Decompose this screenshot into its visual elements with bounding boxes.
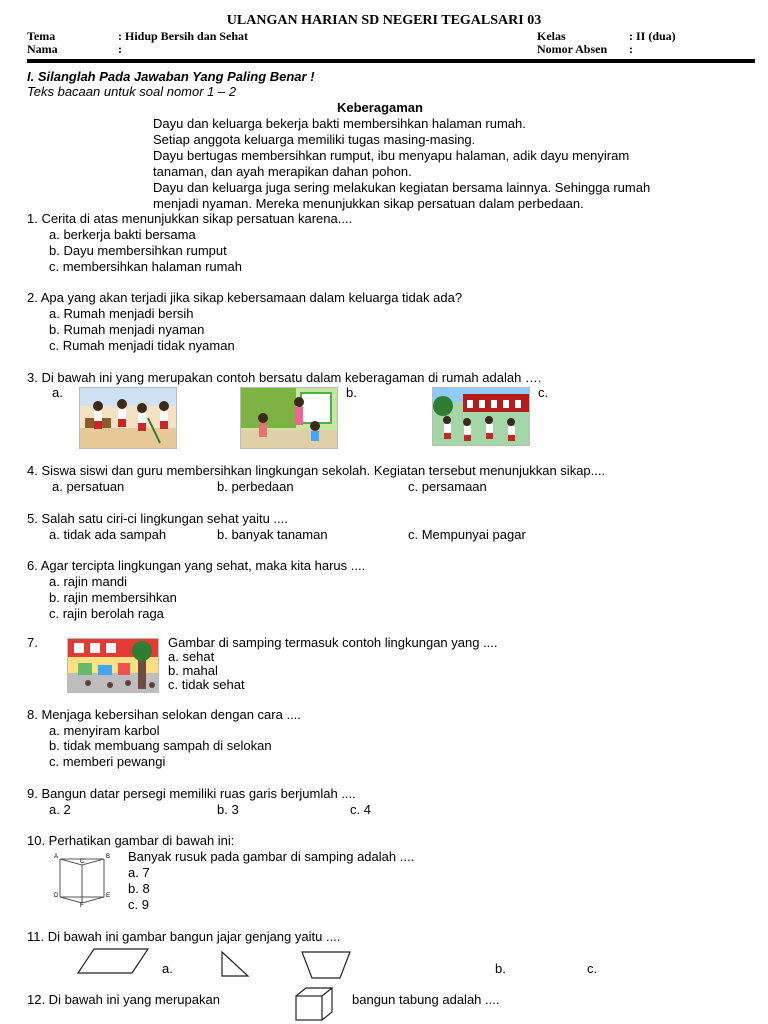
messy-classroom-picture (67, 638, 159, 693)
vertex-label: D (54, 893, 59, 899)
reading-title: Keberagaman (337, 100, 423, 115)
q2-option-b[interactable]: b. Rumah menjadi nyaman (49, 322, 205, 337)
nama-value: : (118, 42, 122, 56)
q3-option-b[interactable]: b. (346, 385, 357, 400)
question-8: 8. Menjaga kebersihan selokan dengan cara .... (27, 707, 301, 722)
kelas-label: Kelas (537, 29, 566, 43)
q1-option-b[interactable]: b. Dayu membersihkan rumput (49, 243, 227, 258)
question-9: 9. Bangun datar persegi memiliki ruas garis berjumlah .... (27, 786, 356, 801)
header-rule (27, 59, 755, 63)
question-11: 11. Di bawah ini gambar bangun jajar genjang yaitu .... (27, 929, 341, 944)
absen-value: : (629, 42, 633, 56)
reading-line: Dayu dan keluarga juga sering melakukan kegiatan bersama lainnya. Sehingga rumah (153, 180, 651, 195)
q5-option-a[interactable]: a. tidak ada sampah (49, 527, 167, 542)
nama-label: Nama (27, 42, 58, 56)
vertex-label: F (80, 903, 84, 907)
q8-option-b[interactable]: b. tidak membuang sampah di selokan (49, 738, 272, 753)
cube-shape[interactable] (294, 986, 334, 1022)
q8-option-c[interactable]: c. memberi pewangi (49, 754, 166, 769)
question-5: 5. Salah satu ciri-ci lingkungan sehat yaitu .... (27, 511, 288, 526)
q9-option-b[interactable]: b. 3 (217, 802, 239, 817)
q10-option-c[interactable]: c. 9 (128, 897, 149, 912)
question-1: 1. Cerita di atas menunjukkan sikap persatuan karena.... (27, 211, 353, 226)
triangular-prism-figure (52, 851, 114, 907)
question-2: 2. Apa yang akan terjadi jika sikap kebersamaan dalam keluarga tidak ada? (27, 290, 463, 305)
kelas-value: : II (dua) (629, 29, 676, 43)
classroom-cleaning-picture[interactable] (79, 387, 177, 449)
question-10: 10. Perhatikan gambar di bawah ini: (27, 833, 235, 848)
q8-option-a[interactable]: a. menyiram karbol (49, 723, 160, 738)
q4-option-b[interactable]: b. perbedaan (217, 479, 294, 494)
absen-label: Nomor Absen (537, 42, 608, 56)
reading-line: Setiap anggota keluarga memiliki tugas masing-masing. (153, 132, 476, 147)
q11-option-b[interactable]: b. (495, 961, 506, 976)
q2-option-a[interactable]: a. Rumah menjadi bersih (49, 306, 194, 321)
q10-option-b[interactable]: b. 8 (128, 881, 150, 896)
vertex-label: C (80, 859, 85, 865)
reading-note: Teks bacaan untuk soal nomor 1 – 2 (27, 84, 237, 99)
q1-option-a[interactable]: a. berkerja bakti bersama (49, 227, 196, 242)
parallelogram-shape[interactable] (76, 946, 150, 976)
question-12-continued: bangun tabung adalah .... (352, 992, 500, 1007)
q11-option-a[interactable]: a. (162, 961, 173, 976)
question-4: 4. Siswa siswi dan guru membersihkan lingkungan sekolah. Kegiatan tersebut menunjukkan sikap.... (27, 463, 606, 478)
q11-option-c[interactable]: c. (587, 961, 598, 976)
q2-option-c[interactable]: c. Rumah menjadi tidak nyaman (49, 338, 235, 353)
q4-option-a[interactable]: a. persatuan (52, 479, 125, 494)
question-6: 6. Agar tercipta lingkungan yang sehat, maka kita harus .... (27, 558, 366, 573)
q7-option-c[interactable]: c. tidak sehat (168, 677, 245, 692)
reading-line: menjadi nyaman. Mereka menunjukkan sikap persatuan dalam perbedaan. (153, 196, 584, 211)
reading-line: tanaman, dan ayah merapikan dahan pohon. (153, 164, 412, 179)
school-yard-picture[interactable] (432, 387, 530, 446)
q6-option-c[interactable]: c. rajin berolah raga (49, 606, 164, 621)
q9-option-a[interactable]: a. 2 (49, 802, 71, 817)
q4-option-c[interactable]: c. persamaan (408, 479, 487, 494)
section-heading: I. Silanglah Pada Jawaban Yang Paling Benar ! (27, 69, 315, 84)
q1-option-c[interactable]: c. membersihkan halaman rumah (49, 259, 242, 274)
question-10-sub: Banyak rusuk pada gambar di samping adalah .... (128, 849, 415, 864)
reading-line: Dayu dan keluarga bekerja bakti membersihkan halaman rumah. (153, 116, 526, 131)
vertex-label: E (106, 893, 111, 899)
home-cleaning-picture[interactable] (240, 387, 338, 449)
question-3: 3. Di bawah ini yang merupakan contoh bersatu dalam keberagaman di rumah adalah …. (27, 370, 542, 385)
q9-option-c[interactable]: c. 4 (350, 802, 371, 817)
q7-option-a[interactable]: a. sehat (168, 649, 215, 664)
vertex-label: A (54, 854, 59, 860)
tema-value: : Hidup Bersih dan Sehat (118, 29, 249, 43)
vertex-label: B (106, 854, 111, 860)
q3-option-c[interactable]: c. (538, 385, 549, 400)
q3-option-a[interactable]: a. (52, 385, 63, 400)
q6-option-b[interactable]: b. rajin membersihkan (49, 590, 177, 605)
tema-label: Tema (27, 29, 56, 43)
q5-option-b[interactable]: b. banyak tanaman (217, 527, 328, 542)
exam-title: ULANGAN HARIAN SD NEGERI TEGALSARI 03 (226, 13, 542, 28)
q6-option-a[interactable]: a. rajin mandi (49, 574, 128, 589)
question-12: 12. Di bawah ini yang merupakan (27, 992, 220, 1007)
q10-option-a[interactable]: a. 7 (128, 865, 150, 880)
right-triangle-shape[interactable] (220, 950, 250, 978)
question-7: Gambar di samping termasuk contoh lingkungan yang .... (168, 635, 498, 650)
q5-option-c[interactable]: c. Mempunyai pagar (408, 527, 526, 542)
q7-option-b[interactable]: b. mahal (168, 663, 218, 678)
question-7-number: 7. (27, 635, 38, 650)
reading-line: Dayu bertugas membersihkan rumput, ibu menyapu halaman, adik dayu menyiram (153, 148, 630, 163)
trapezoid-shape[interactable] (300, 950, 352, 980)
